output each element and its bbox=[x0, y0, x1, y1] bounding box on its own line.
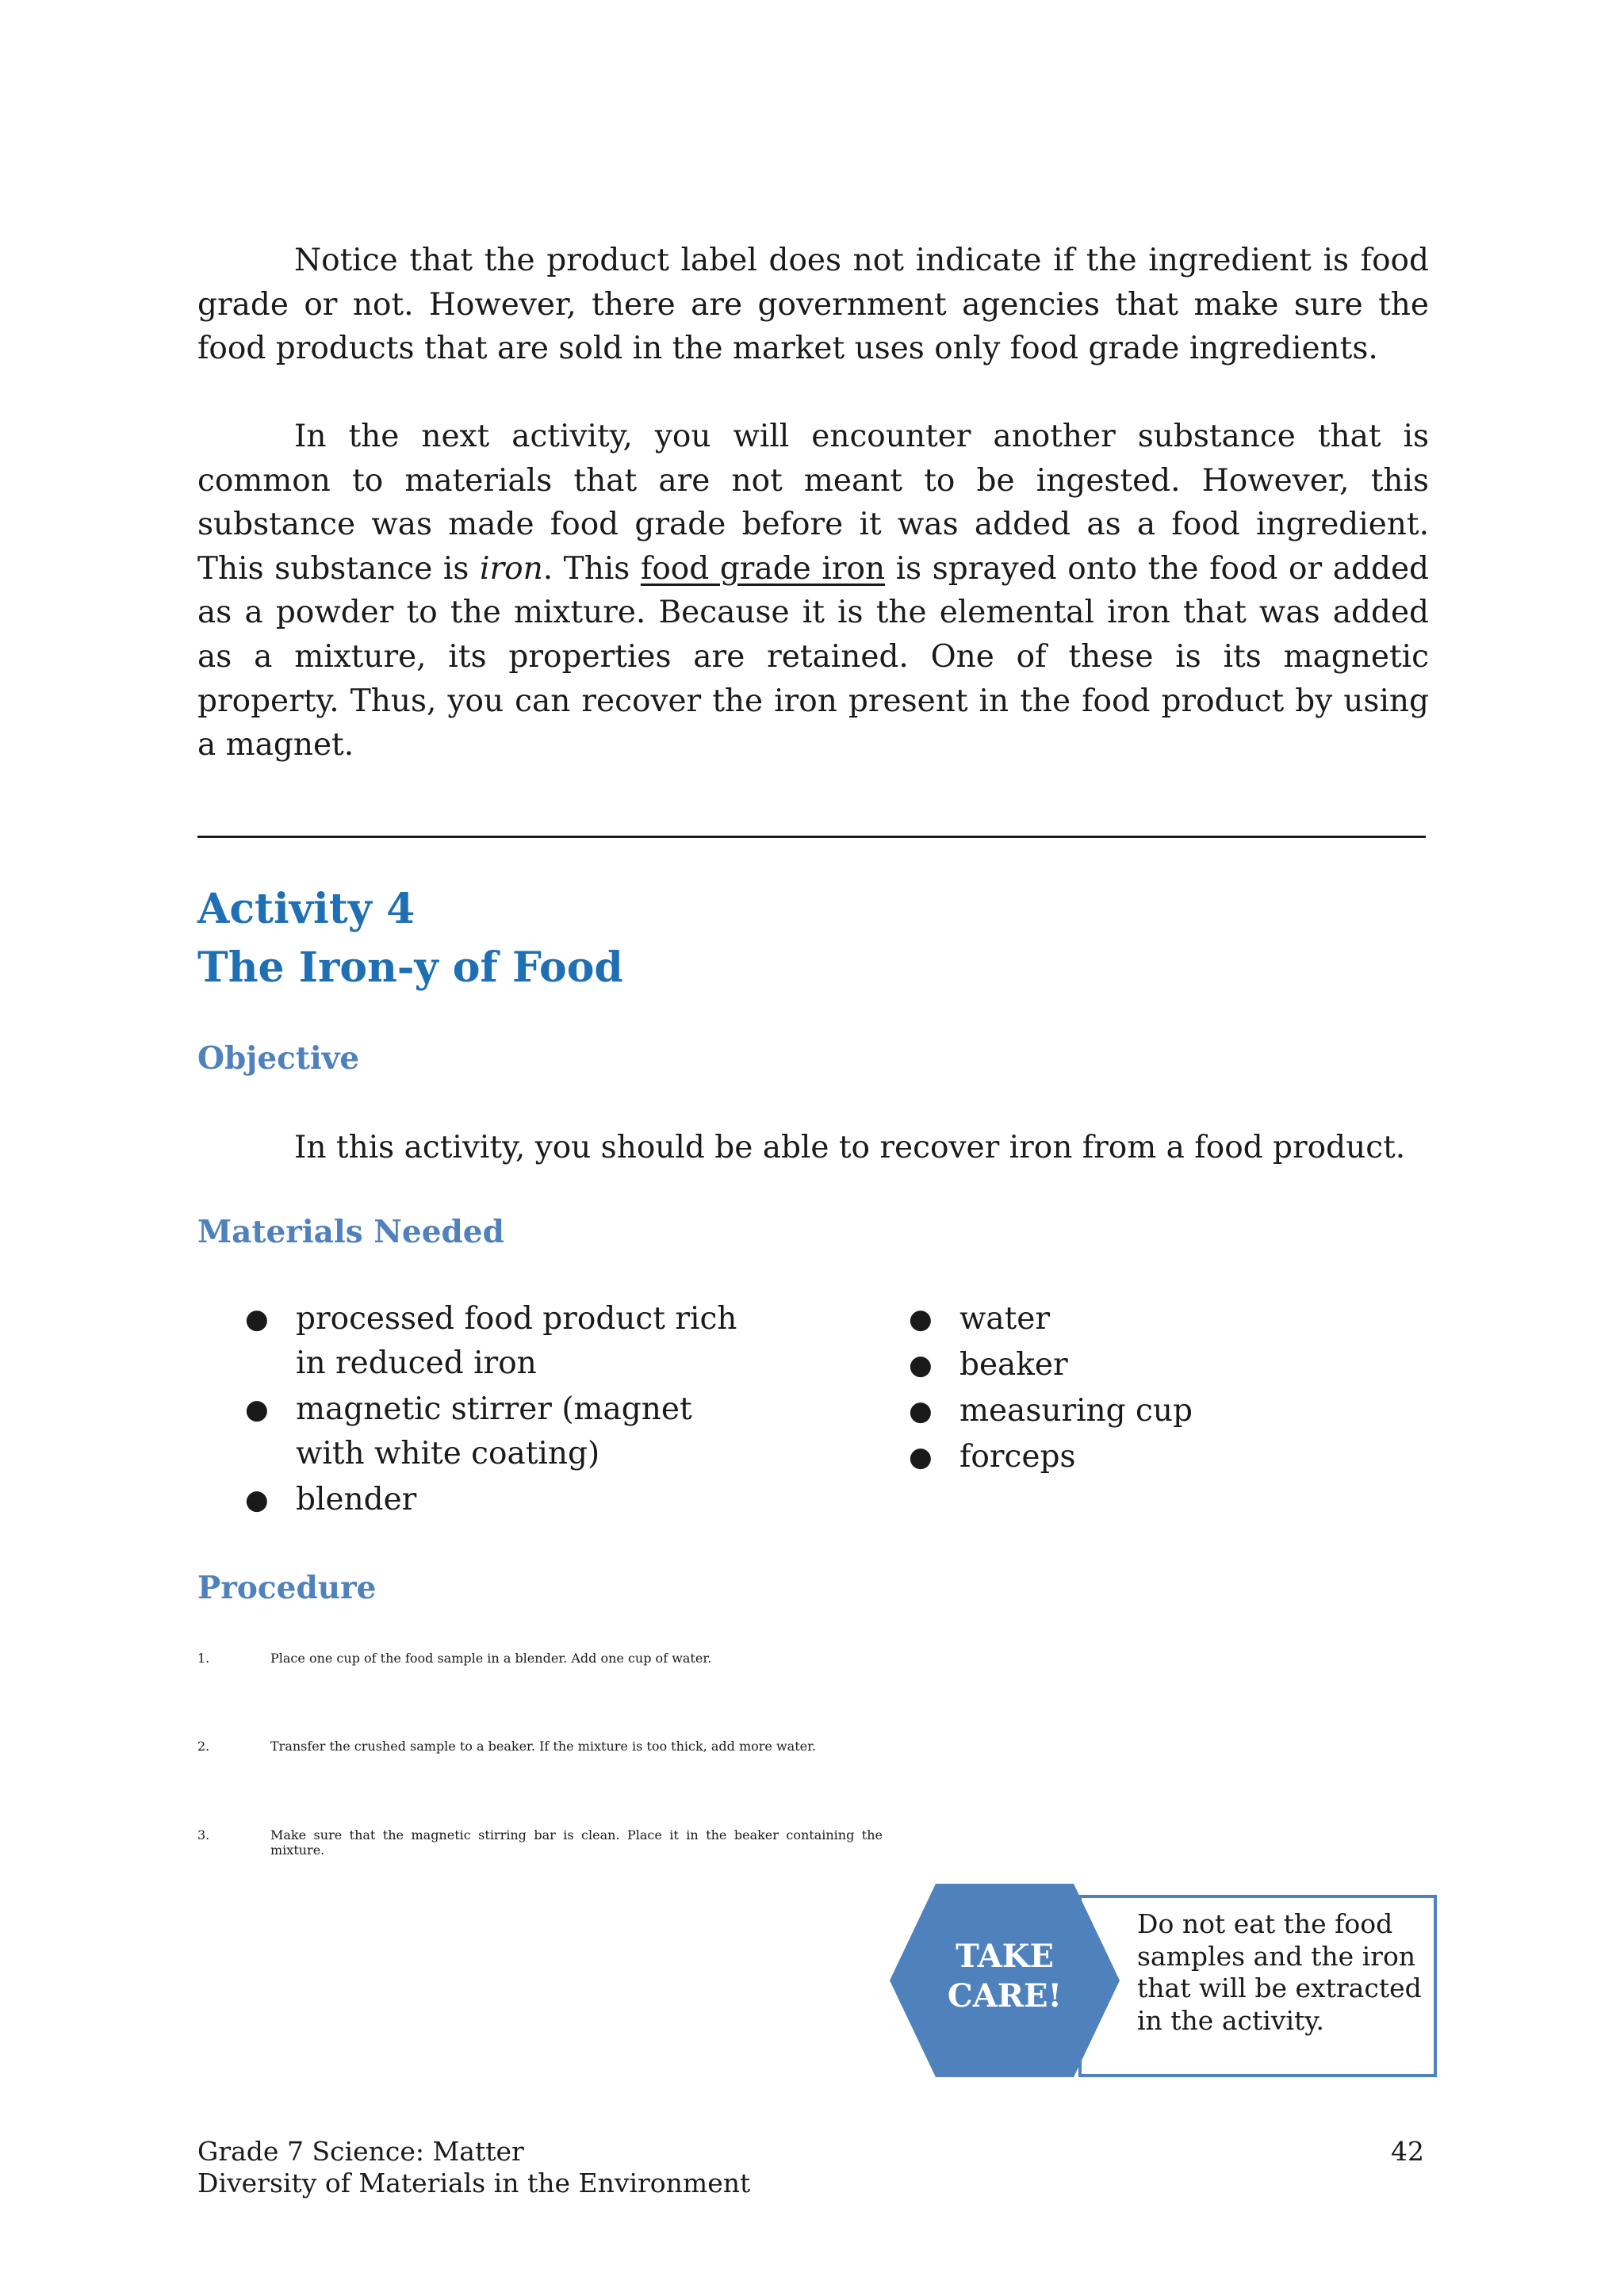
material-item bbox=[197, 1297, 768, 1386]
objective-heading: Objective bbox=[197, 1040, 360, 1077]
step-number: 1. bbox=[197, 1651, 210, 1666]
intro-paragraph-2 bbox=[197, 415, 1429, 767]
activity-title: The Iron-y of Food bbox=[197, 943, 623, 992]
material-item bbox=[861, 1297, 1432, 1341]
page-number: 42 bbox=[1391, 2136, 1424, 2167]
material-text: water bbox=[959, 1301, 1051, 1337]
step-number: 2. bbox=[197, 1739, 210, 1754]
material-item bbox=[197, 1387, 768, 1476]
section-divider bbox=[197, 836, 1426, 838]
bullet-icon: ● bbox=[909, 1395, 933, 1427]
material-item bbox=[861, 1435, 1432, 1479]
intro-paragraph-2-text-a: In the next activity, you will encounter another substance that is common to materials that are not meant to be ingested. However, this substance was made food grade before it was added as a food ingredient. This substance is bbox=[197, 419, 1429, 587]
activity-number: Activity 4 bbox=[197, 885, 416, 933]
food-grade-iron-underlined: food grade iron bbox=[640, 550, 886, 587]
warning-text: Do not eat the food samples and the iron that will be extracted in the activity. bbox=[1137, 1908, 1422, 2036]
footer-left bbox=[197, 2136, 750, 2199]
material-item bbox=[197, 1478, 768, 1522]
material-text: measuring cup bbox=[959, 1393, 1193, 1429]
footer-module: Diversity of Materials in the Environment bbox=[197, 2168, 751, 2198]
iron-italic-term: iron bbox=[479, 550, 543, 587]
material-text: processed food product rich in reduced iron bbox=[296, 1301, 737, 1381]
bullet-icon: ● bbox=[245, 1303, 269, 1335]
footer-course: Grade 7 Science: Matter bbox=[197, 2136, 524, 2167]
material-text: magnetic stirrer (magnet with white coating) bbox=[296, 1391, 692, 1471]
bullet-icon: ● bbox=[909, 1441, 933, 1473]
intro-paragraph-2-text-b: . This bbox=[542, 550, 641, 587]
intro-paragraph-1 bbox=[197, 239, 1429, 371]
take-care-label: TAKE CARE! bbox=[947, 1938, 1063, 2015]
step-text: Place one cup of the food sample in a blender. Add one cup of water. bbox=[270, 1651, 712, 1666]
activity-heading bbox=[197, 880, 623, 997]
intro-paragraph-1-text: Notice that the product label does not indicate if the ingredient is food grade or not. However, there are government agencies that make sure the food products that are sold in the market uses only food grade ingredients. bbox=[197, 243, 1429, 367]
material-item bbox=[861, 1343, 1432, 1387]
bullet-icon: ● bbox=[245, 1484, 269, 1516]
material-text: blender bbox=[296, 1482, 417, 1517]
materials-list-right bbox=[861, 1297, 1432, 1481]
intro-paragraph-2-text-c: is sprayed onto the food or added as a powder to the mixture. Because it is the elemental iron that was added as a mixture, its properties are retained. One of these is its magnetic property. Thus, you can recover the iron present in the food product by using a magnet. bbox=[197, 550, 1429, 763]
material-text: beaker bbox=[959, 1347, 1068, 1383]
objective-text: In this activity, you should be able to recover iron from a food product. bbox=[294, 1130, 1406, 1165]
step-text: Make sure that the magnetic stirring bar is clean. Place it in the beaker containing the mixture. bbox=[270, 1827, 883, 1858]
materials-heading: Materials Needed bbox=[197, 1214, 504, 1250]
bullet-icon: ● bbox=[909, 1303, 933, 1335]
material-item bbox=[861, 1389, 1432, 1433]
step-number: 3. bbox=[197, 1827, 210, 1843]
material-text: forceps bbox=[959, 1439, 1076, 1475]
bullet-icon: ● bbox=[909, 1349, 933, 1381]
step-text: Transfer the crushed sample to a beaker. If the mixture is too thick, add more water. bbox=[270, 1739, 817, 1754]
procedure-heading: Procedure bbox=[197, 1570, 377, 1606]
bullet-icon: ● bbox=[245, 1394, 269, 1425]
materials-list-left bbox=[197, 1297, 768, 1524]
